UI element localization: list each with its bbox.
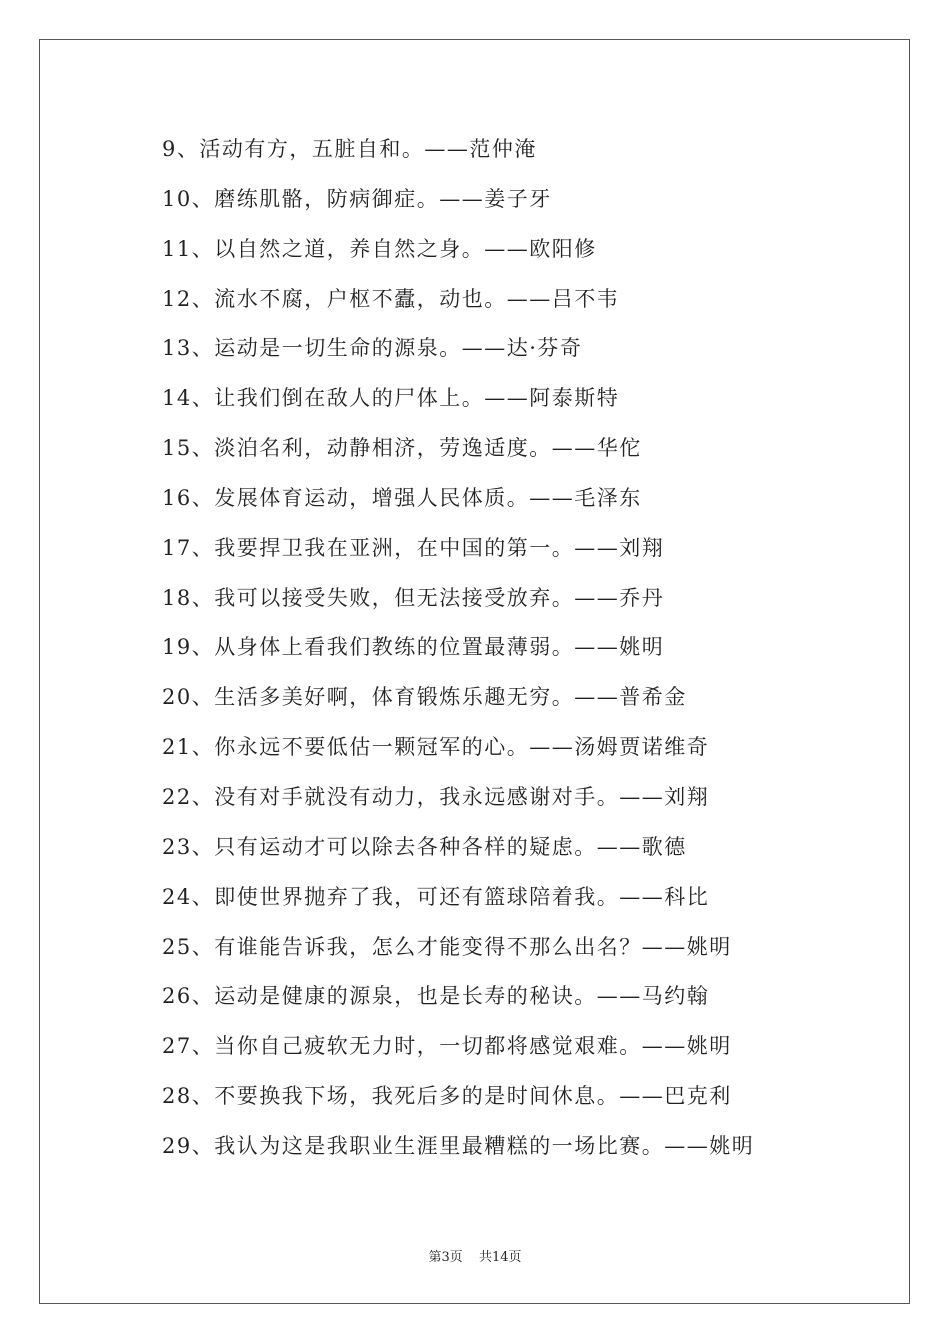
quote-line: 26、运动是健康的源泉，也是长寿的秘诀。——马约翰 <box>162 984 710 1009</box>
quote-line: 28、不要换我下场，我死后多的是时间休息。——巴克利 <box>162 1084 732 1109</box>
page-number: 第3页 <box>428 1250 463 1265</box>
quote-line: 12、流水不腐，户枢不蠹，动也。——吕不韦 <box>162 286 620 311</box>
quote-line: 17、我要捍卫我在亚洲，在中国的第一。——刘翔 <box>162 535 665 560</box>
quote-line: 11、以自然之道，养自然之身。——欧阳修 <box>162 236 597 261</box>
quote-line: 29、我认为这是我职业生涯里最糟糕的一场比赛。——姚明 <box>162 1133 755 1158</box>
quote-line: 24、即使世界抛弃了我，可还有篮球陪着我。——科比 <box>162 884 710 909</box>
page-footer <box>0 1246 950 1265</box>
quote-line: 25、有谁能告诉我，怎么才能变得不那么出名？——姚明 <box>162 934 732 959</box>
quote-line: 20、生活多美好啊，体育锻炼乐趣无穷。——普希金 <box>162 685 687 710</box>
quote-line: 13、运动是一切生命的源泉。——达·芬奇 <box>162 336 583 361</box>
quote-line: 23、只有运动才可以除去各种各样的疑虑。——歌德 <box>162 834 687 859</box>
quote-line: 15、淡泊名利，动静相济，劳逸适度。——华佗 <box>162 436 642 461</box>
quote-line: 9、活动有方，五脏自和。——范仲淹 <box>162 137 537 161</box>
quote-line: 14、让我们倒在敌人的尸体上。——阿泰斯特 <box>162 386 620 411</box>
quote-list <box>162 133 862 1180</box>
quote-line: 19、从身体上看我们教练的位置最薄弱。——姚明 <box>162 635 665 660</box>
quote-line: 16、发展体育运动，增强人民体质。——毛泽东 <box>162 485 642 510</box>
quote-line: 18、我可以接受失败，但无法接受放弃。——乔丹 <box>162 585 665 610</box>
quote-line: 27、当你自己疲软无力时，一切都将感觉艰难。——姚明 <box>162 1034 732 1059</box>
page-total: 共14页 <box>478 1250 522 1265</box>
quote-line: 10、磨练肌骼，防病御症。——姜子牙 <box>162 186 552 211</box>
quote-line: 22、没有对手就没有动力，我永远感谢对手。——刘翔 <box>162 784 710 809</box>
quote-line: 21、你永远不要低估一颗冠军的心。——汤姆贾诺维奇 <box>162 735 710 760</box>
